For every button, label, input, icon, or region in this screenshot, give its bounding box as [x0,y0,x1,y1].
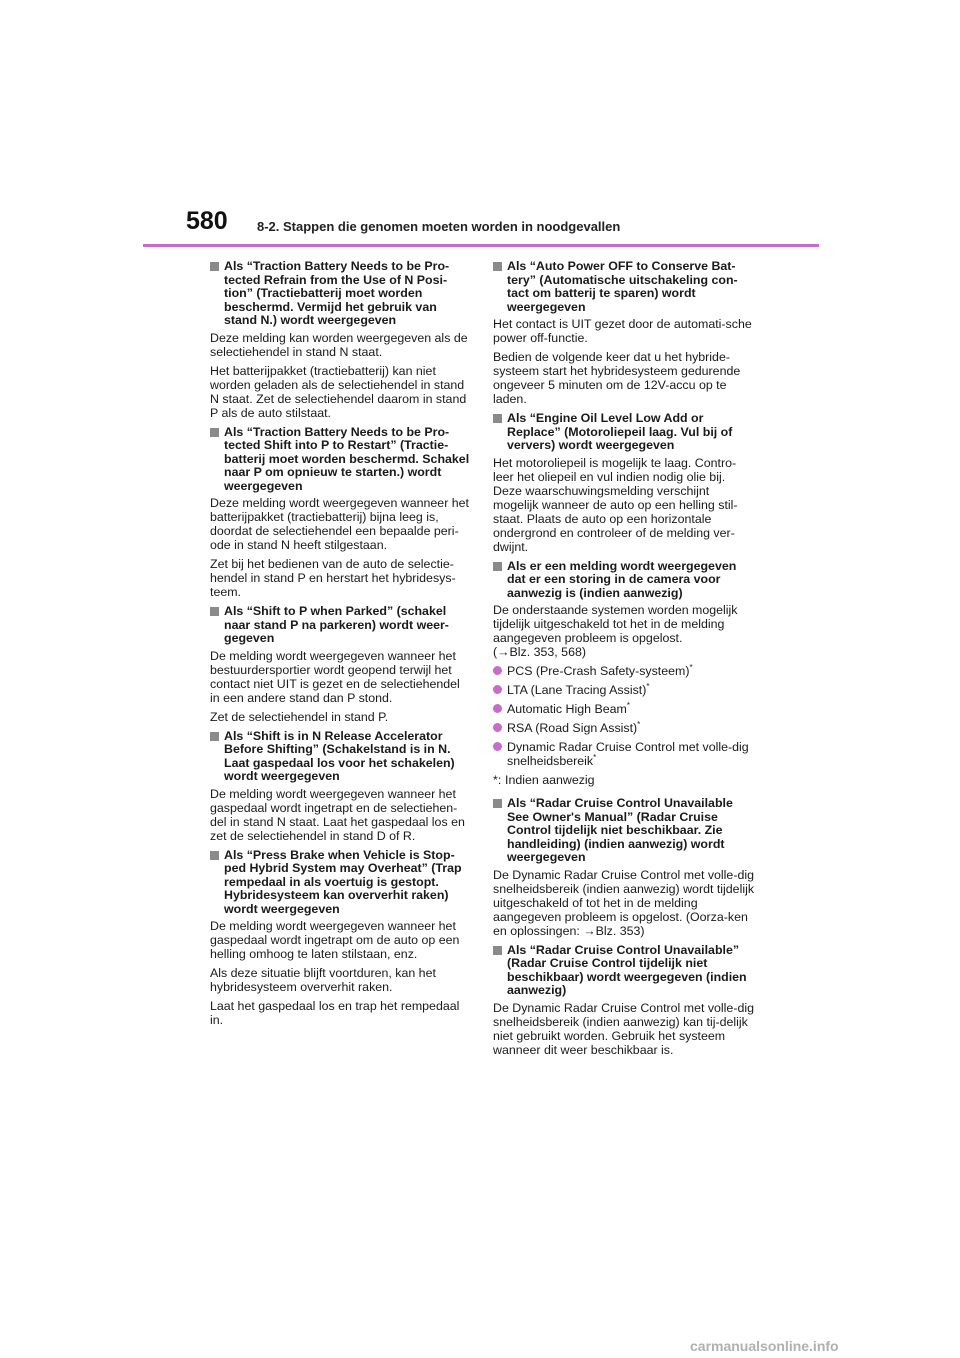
section-heading: Als “Press Brake when Vehicle is Stop-ped Hybrid System may Overheat” (Trap rempedaal in als voertuig is gestopt. Hybridesysteem kan oververhit raken) wordt weergegeven [210,849,472,917]
section-paragraph: De melding wordt weergegeven wanneer het gaspedaal wordt ingetrapt en de selectiehen-del in stand N staat. Laat het gaspedaal los en zet de selectiehendel in stand D of R. [210,786,465,843]
section-paragraph: Het contact is UIT gezet door de automati-sche power off-functie. [493,317,752,345]
section [210,605,472,724]
list-item: LTA (Lane Tracing Assist)* [493,683,755,697]
square-bullet-icon [210,428,219,437]
round-bullet-icon [493,742,502,751]
section [493,560,755,788]
list-item: PCS (Pre-Crash Safety-systeem)* [493,664,755,678]
section-heading: Als “Shift to P when Parked” (schakel naar stand P na parkeren) wordt weer-gegeven [210,605,472,646]
footnote: *: Indien aanwezig [493,773,595,787]
section-heading: Als “Radar Cruise Control Unavailable See Owner's Manual” (Radar Cruise Control tijdelijk niet beschikbaar. Zie handleiding) (indien aanwezig) wordt weergegeven [493,797,755,865]
section-paragraph: Laat het gaspedaal los en trap het rempedaal in. [210,999,460,1027]
section [493,260,755,406]
round-bullet-icon [493,723,502,732]
square-bullet-icon [210,851,219,860]
section-paragraph: Het batterijpakket (tractiebatterij) kan niet worden geladen als de selectiehendel in stand N staat. Zet de selectiehendel daarom in stand P als de auto stilstaat. [210,363,467,420]
round-bullet-icon [493,704,502,713]
square-bullet-icon [493,799,502,808]
left-column [210,260,472,1033]
square-bullet-icon [493,262,502,271]
section-heading: Als “Radar Cruise Control Unavailable” (Radar Cruise Control tijdelijk niet beschikbaar) wordt weergegeven (indien aanwezig) [493,944,755,998]
section-paragraph: De Dynamic Radar Cruise Control met volle-dig snelheidsbereik (indien aanwezig) wordt tijdelijk uitgeschakeld of tot het in de melding aangegeven probleem is opgelost. (Oorza-ken en oplossingen: →Blz. 353) [493,867,755,938]
section-paragraph: Deze melding kan worden weergegeven als de selectiehendel in stand N staat. [210,330,468,359]
section-paragraph: Bedien de volgende keer dat u het hybride-systeem start het hybridesysteem gedurende ongeveer 5 minuten om de 12V-accu op te laden. [493,350,741,406]
square-bullet-icon [210,607,219,616]
section [210,426,472,600]
section-paragraph: Deze melding wordt weergegeven wanneer het batterijpakket (tractiebatterij) bijna leeg is, doordat de selectiehendel een bepaalde peri-ode in stand N heeft stilgestaan. [210,496,469,552]
section-heading: Als “Traction Battery Needs to be Pro-tected Refrain from the Use of N Posi-tion” (Tractiebatterij moet worden beschermd. Vermijd het gebruik van stand N.) wordt weergegeven [210,260,472,328]
section [493,944,755,1057]
right-column [493,260,755,1063]
watermark: carmanualsonline.info [690,1338,839,1354]
section-heading: Als “Traction Battery Needs to be Pro-tected Shift into P to Restart” (Tractie-batterij moet worden beschermd. Schakel naar P om opnieuw te starten.) wordt weergegeven [210,426,472,494]
section [210,730,472,843]
section-paragraph: Zet bij het bedienen van de auto de selectie-hendel in stand P en herstart het hybridesys-teem. [210,557,456,599]
section-paragraph: De onderstaande systemen worden mogelijk tijdelijk uitgeschakeld tot het in de melding aangegeven probleem is opgelost. (→Blz. 353, 568) [493,603,738,659]
square-bullet-icon [493,946,502,955]
section-heading: Als “Engine Oil Level Low Add or Replace” (Motoroliepeil laag. Vul bij of ververs) wordt weergegeven [493,412,755,453]
list-item: RSA (Road Sign Assist)* [493,721,755,735]
section-heading: Als “Shift is in N Release Accelerator Before Shifting” (Schakelstand is in N. Laat gaspedaal los voor het schakelen) wordt weergegeven [210,730,472,784]
section-paragraph: De Dynamic Radar Cruise Control met volle-dig snelheidsbereik (indien aanwezig) kan tij-delijk niet gebruikt worden. Gebruik het systeem wanneer dit weer beschikbaar is. [493,1000,754,1057]
square-bullet-icon [210,732,219,741]
section-heading: Als er een melding wordt weergegeven dat er een storing in de camera voor aanwezig is (indien aanwezig) [493,560,755,601]
section-paragraph: Zet de selectiehendel in stand P. [210,709,389,724]
page-number: 580 [186,207,228,235]
section-heading: Als “Auto Power OFF to Conserve Bat-tery” (Automatische uitschakeling con-tact om batterij te sparen) wordt weergegeven [493,260,755,314]
section-paragraph: De melding wordt weergegeven wanneer het bestuurdersportier wordt geopend terwijl het contact niet UIT is gezet en de selectiehendel in een andere stand dan P stond. [210,648,460,705]
section [210,260,472,420]
list-item: Dynamic Radar Cruise Control met volle-dig snelheidsbereik* [493,740,755,768]
header-rule [143,244,819,247]
section-paragraph: De melding wordt weergegeven wanneer het gaspedaal wordt ingetrapt om de auto op een helling omhoog te laten stilstaan, enz. [210,919,460,961]
section-paragraph: Als deze situatie blijft voortduren, kan het hybridesysteem oververhit raken. [210,966,436,994]
round-bullet-icon [493,685,502,694]
round-bullet-icon [493,666,502,675]
section [493,412,755,554]
list-item: Automatic High Beam* [493,702,755,716]
page-reference[interactable]: (→Blz. 353, 568) [493,645,586,659]
square-bullet-icon [493,414,502,423]
section [210,849,472,1028]
square-bullet-icon [493,562,502,571]
section [493,797,755,938]
section-paragraph: Het motoroliepeil is mogelijk te laag. Contro-leer het oliepeil en vul indien nodig olie bij. Deze waarschuwingsmelding verschijnt mogelijk wanneer de auto op een helling stil-staat. Plaats de auto op een horizontale ondergrond en controleer of de melding ver-dwijnt. [493,455,738,554]
chapter-title: 8-2. Stappen die genomen moeten worden in noodgevallen [257,219,621,234]
square-bullet-icon [210,262,219,271]
